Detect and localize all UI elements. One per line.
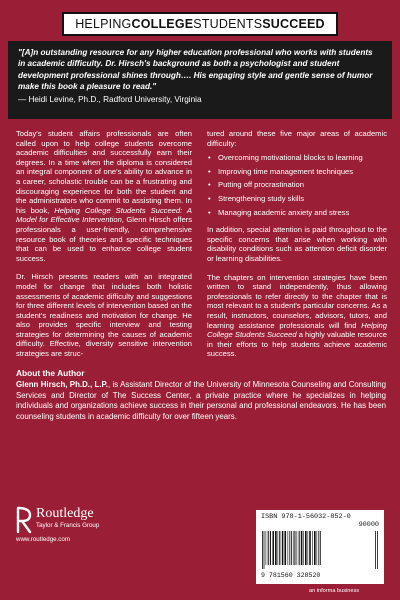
description-left-column	[16, 129, 192, 359]
barcode-bar	[299, 531, 300, 565]
barcode-bar	[282, 531, 284, 565]
barcode-bar	[264, 531, 265, 569]
chapters-paragraph	[207, 273, 387, 359]
barcode-bar	[294, 531, 295, 565]
barcode-bar	[312, 531, 313, 565]
endorsement-quote-box	[8, 41, 392, 119]
barcode-bar	[275, 531, 277, 565]
barcode-bar	[303, 531, 304, 565]
list-item: • Managing academic anxiety and stress	[207, 208, 387, 218]
chapters-paragraph-start: The chapters on intervention strategies have been written to stand independently, thus allowing professionals to refer directly to the chapter that is most relevant to a student's particular concerns. As a result, instructors, counselors, advisors, tutors, and learning assistance professionals will find	[207, 272, 387, 330]
barcode-bar	[278, 531, 279, 565]
about-author-text	[16, 380, 386, 422]
difficulty-areas-list	[207, 153, 387, 217]
barcode-bar	[262, 531, 263, 569]
paragraph-1-start: Today's student affairs professionals are often called upon to help college students overcome academic difficulties and successfully earn their degrees. In a time when the diploma is considered an integral component of one's ability to advance in a career, scholastic trouble can be a frustrating and discouraging experience for both the student and the administrators who commit to assisting them. In his book,	[16, 129, 192, 215]
author-bio: , is Assistant Director of the University of Minnesota Counseling and Consulting Services and Director of The Success Center, a private practice where he specializes in helping individuals and organizations achieve success in their personal and professional endeavors. He has been counseling students in academic difficulty for over fifteen years.	[16, 380, 386, 421]
disability-paragraph: In addition, special attention is paid throughout to the specific concerns that arise when working with disability conditions such as attention deficit disorder or learning disabilities.	[207, 225, 387, 263]
chapters-paragraph-end: a highly valuable resource in their efforts to help students achieve academic success.	[207, 330, 388, 359]
barcode-bars	[261, 531, 379, 569]
areas-intro: tured around these five major areas of academic difficulty:	[207, 129, 387, 148]
barcode-bar	[305, 531, 307, 565]
barcode-bar	[308, 531, 309, 565]
endorsement-attribution: — Heidi Levine, Ph.D., Radford University, Virginia	[18, 94, 202, 104]
barcode-bar	[318, 531, 319, 565]
barcode-bar	[284, 531, 286, 565]
isbn-text: ISBN 978-1-56032-852-0	[261, 513, 351, 521]
banner-middle: STUDENTS	[193, 17, 263, 31]
barcode-block	[256, 510, 384, 584]
barcode-bar	[268, 531, 269, 565]
book-title-inline: Helping College Students Succeed: A Model for Effective Intervention	[16, 205, 192, 225]
author-name: Glenn Hirsch, Ph.D., L.P.	[16, 380, 108, 389]
banner-prefix: HELPING	[75, 17, 132, 31]
series-banner	[62, 12, 338, 36]
barcode-bar	[375, 531, 376, 569]
barcode-bar	[288, 531, 289, 565]
barcode-bar	[317, 531, 318, 565]
endorsement-quote: "[A]n outstanding resource for any higher education professional who works with students in academic difficulty. Dr. Hirsch's background as both a psychologist and student development professional shines through…. His engaging style and gentle sense of humor make this book a pleasure to read."	[18, 48, 373, 92]
description-paragraph-2: Dr. Hirsch presents readers with an integrated model for change that includes both holistic assessments of academic difficulty and suggestions for three different levels of intervention based on the student's readiness and motivation for change. He also provides specific interview and testing strategies for determining the causes of academic difficulty. Effective, diversity sensitive intervention strategies are struc-	[16, 272, 192, 359]
barcode-bar	[279, 531, 280, 565]
list-item: • Improving time management techniques	[207, 167, 387, 177]
banner-bold-succeed: SUCCEED	[262, 17, 325, 31]
barcode-bar	[297, 531, 298, 565]
publisher-logo	[16, 506, 99, 534]
description-paragraph-1	[16, 129, 192, 263]
about-author-heading: About the Author	[16, 368, 85, 378]
publisher-name: Routledge	[36, 506, 94, 521]
list-item: • Strengthening study skills	[207, 194, 387, 204]
list-item: • Overcoming motivational blocks to learning	[207, 153, 387, 163]
barcode-bar	[272, 531, 274, 565]
price-code: 90000	[358, 521, 379, 529]
informa-tagline: an informa business	[309, 588, 360, 594]
paragraph-1-end: , Glenn Hirsch offers professionals a user-friendly, comprehensive resource book of theories and specific techniques that can be used to enhance college student success.	[16, 215, 192, 263]
barcode-bar	[266, 531, 267, 565]
barcode-bar	[293, 531, 294, 565]
barcode-bar	[291, 531, 292, 565]
routledge-logo-icon	[16, 506, 32, 534]
barcode-digits: 9 781560 328520	[261, 572, 321, 579]
list-item: • Putting off procrastination	[207, 180, 387, 190]
barcode-bar	[309, 531, 311, 565]
barcode-bar	[314, 531, 316, 565]
banner-bold-college: COLLEGE	[131, 17, 194, 31]
description-right-column	[207, 129, 387, 359]
barcode-bar	[289, 531, 290, 565]
publisher-url: www.routledge.com	[16, 536, 70, 543]
book-title-inline-2: Helping College Students Succeed	[207, 320, 387, 340]
publisher-group: Taylor & Francis Group	[36, 522, 100, 529]
barcode-bar	[270, 531, 271, 565]
barcode-bar	[301, 531, 303, 565]
barcode-bar	[320, 531, 321, 565]
barcode-bar	[377, 531, 378, 569]
